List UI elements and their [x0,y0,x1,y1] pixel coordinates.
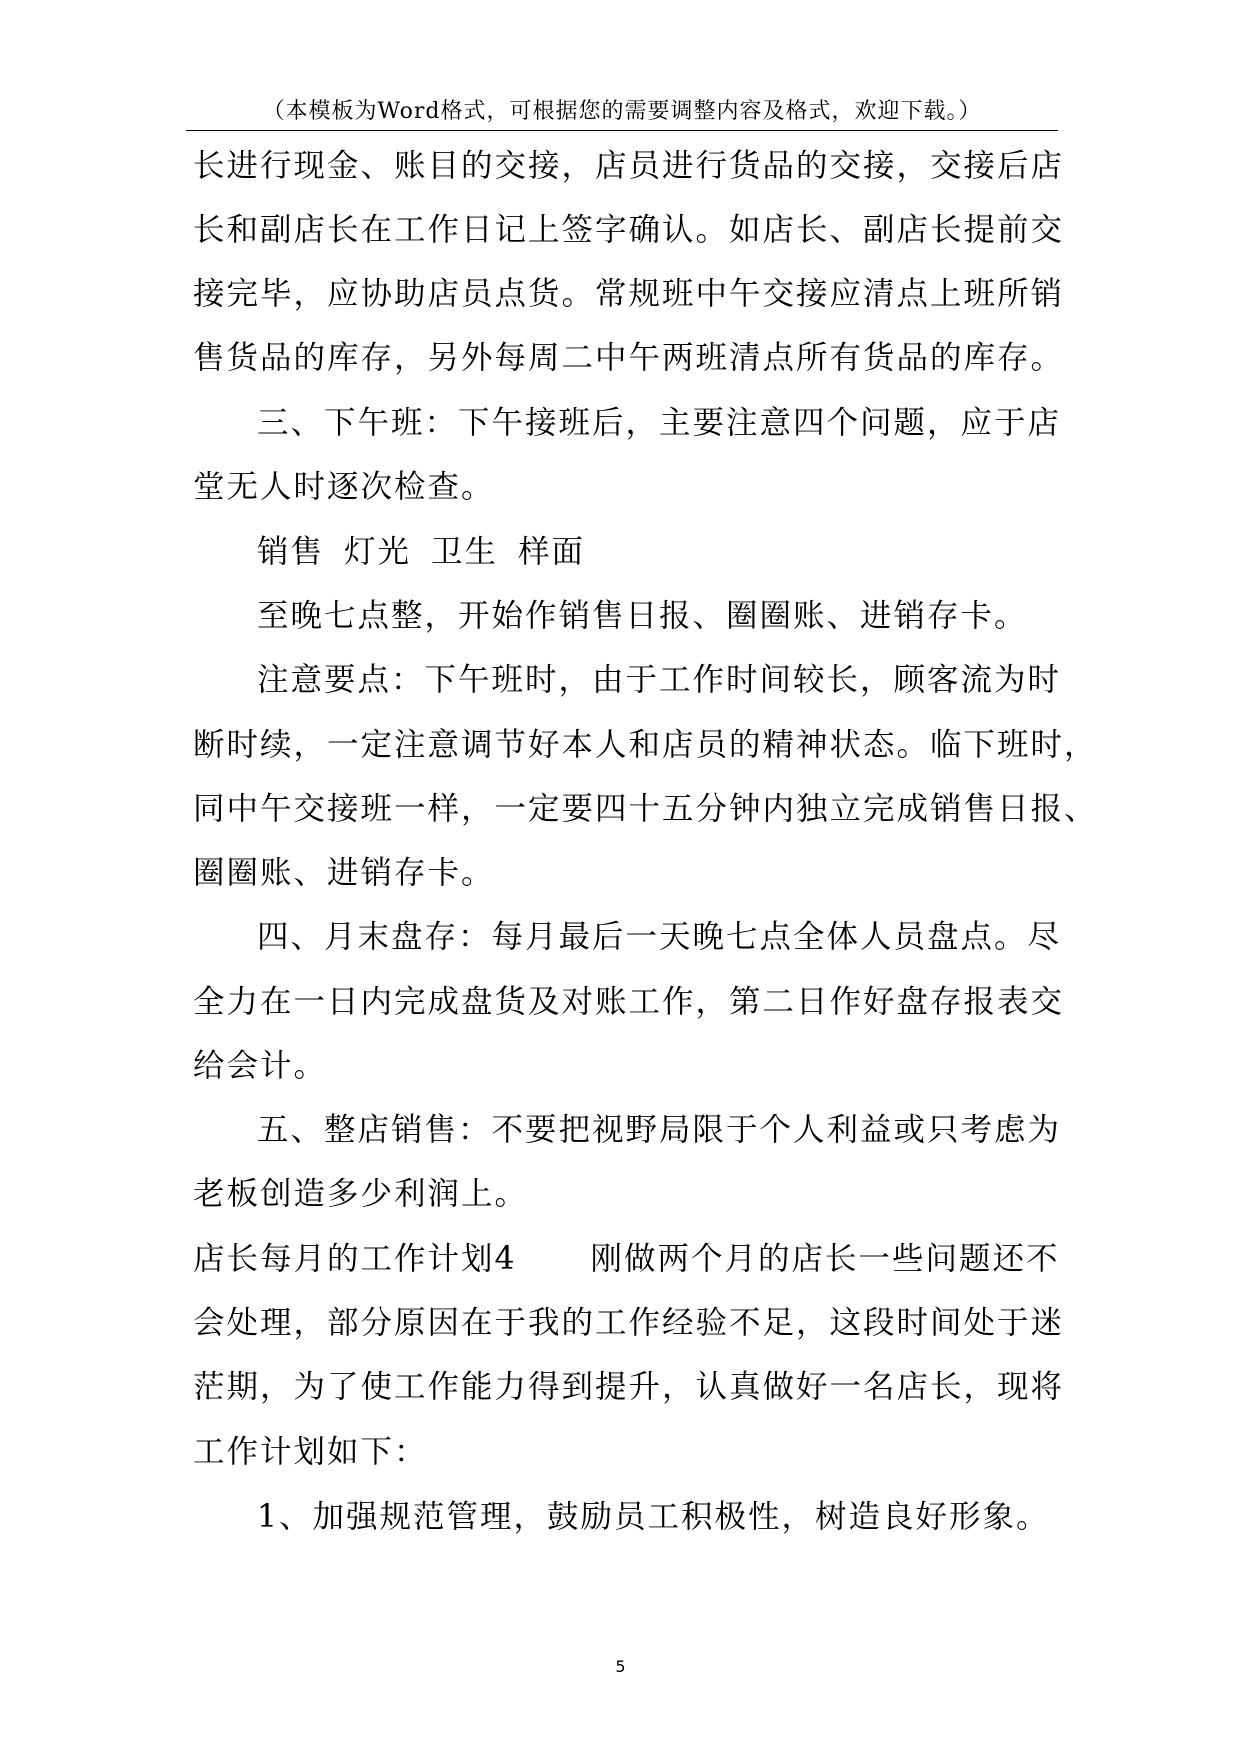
body-line: 同中午交接班一样，一定要四十五分钟内独立完成销售日报、 [193,791,1098,827]
plan-heading: 店长每月的工作计划4 [193,1241,517,1277]
afternoon-items-line [257,532,585,572]
body-line: 长进行现金、账目的交接，店员进行货品的交接，交接后店 [193,148,1065,184]
header-divider [186,130,1058,131]
section-heading-store-sales: 五、整店销售：不要把视野局限于个人利益或只考虑为 [257,1112,1062,1148]
plan-heading-line [193,1239,1060,1279]
body-line: 注意要点：下午班时，由于工作时间较长，顾客流为时 [257,662,1062,698]
page-number: 5 [615,1657,626,1676]
body-line: 接完毕，应协助店员点货。常规班中午交接应清点上班所销 [193,276,1065,312]
section-heading-afternoon: 三、下午班：下午接班后，主要注意四个问题，应于店 [257,405,1062,441]
header-note: （本模板为Word格式，可根据您的需要调整内容及格式，欢迎下载。） [262,99,982,124]
body-line: 售货品的库存，另外每周二中午两班清点所有货品的库存。 [193,340,1065,376]
item-samples: 样面 [518,534,586,570]
body-line: 长和副店长在工作日记上签字确认。如店长、副店长提前交 [193,212,1065,248]
body-line: 给会计。 [193,1048,328,1084]
body-line: 全力在一日内完成盘货及对账工作，第二日作好盘存报表交 [193,984,1065,1020]
item-sales: 销售 [257,534,325,570]
body-line: 茫期，为了使工作能力得到提升，认真做好一名店长，现将 [193,1369,1065,1405]
item-lighting: 灯光 [344,534,412,570]
body-line: 圈圈账、进销存卡。 [193,855,495,891]
list-item: 1、加强规范管理，鼓励员工积极性，树造良好形象。 [257,1499,1050,1535]
section-heading-month-end: 四、月末盘存：每月最后一天晚七点全体人员盘点。尽 [257,919,1062,955]
body-line: 断时续，一定注意调节好本人和店员的精神状态。临下班时， [193,727,1098,763]
body-line: 堂无人时逐次检查。 [193,469,495,505]
plan-intro: 刚做两个月的店长一些问题还不 [590,1241,1060,1277]
body-line: 至晚七点整，开始作销售日报、圈圈账、进销存卡。 [257,598,1028,634]
body-line: 工作计划如下： [193,1434,428,1470]
body-line: 老板创造多少利润上。 [193,1176,529,1212]
body-line: 会处理，部分原因在于我的工作经验不足，这段时间处于迷 [193,1305,1065,1341]
item-hygiene: 卫生 [431,534,499,570]
